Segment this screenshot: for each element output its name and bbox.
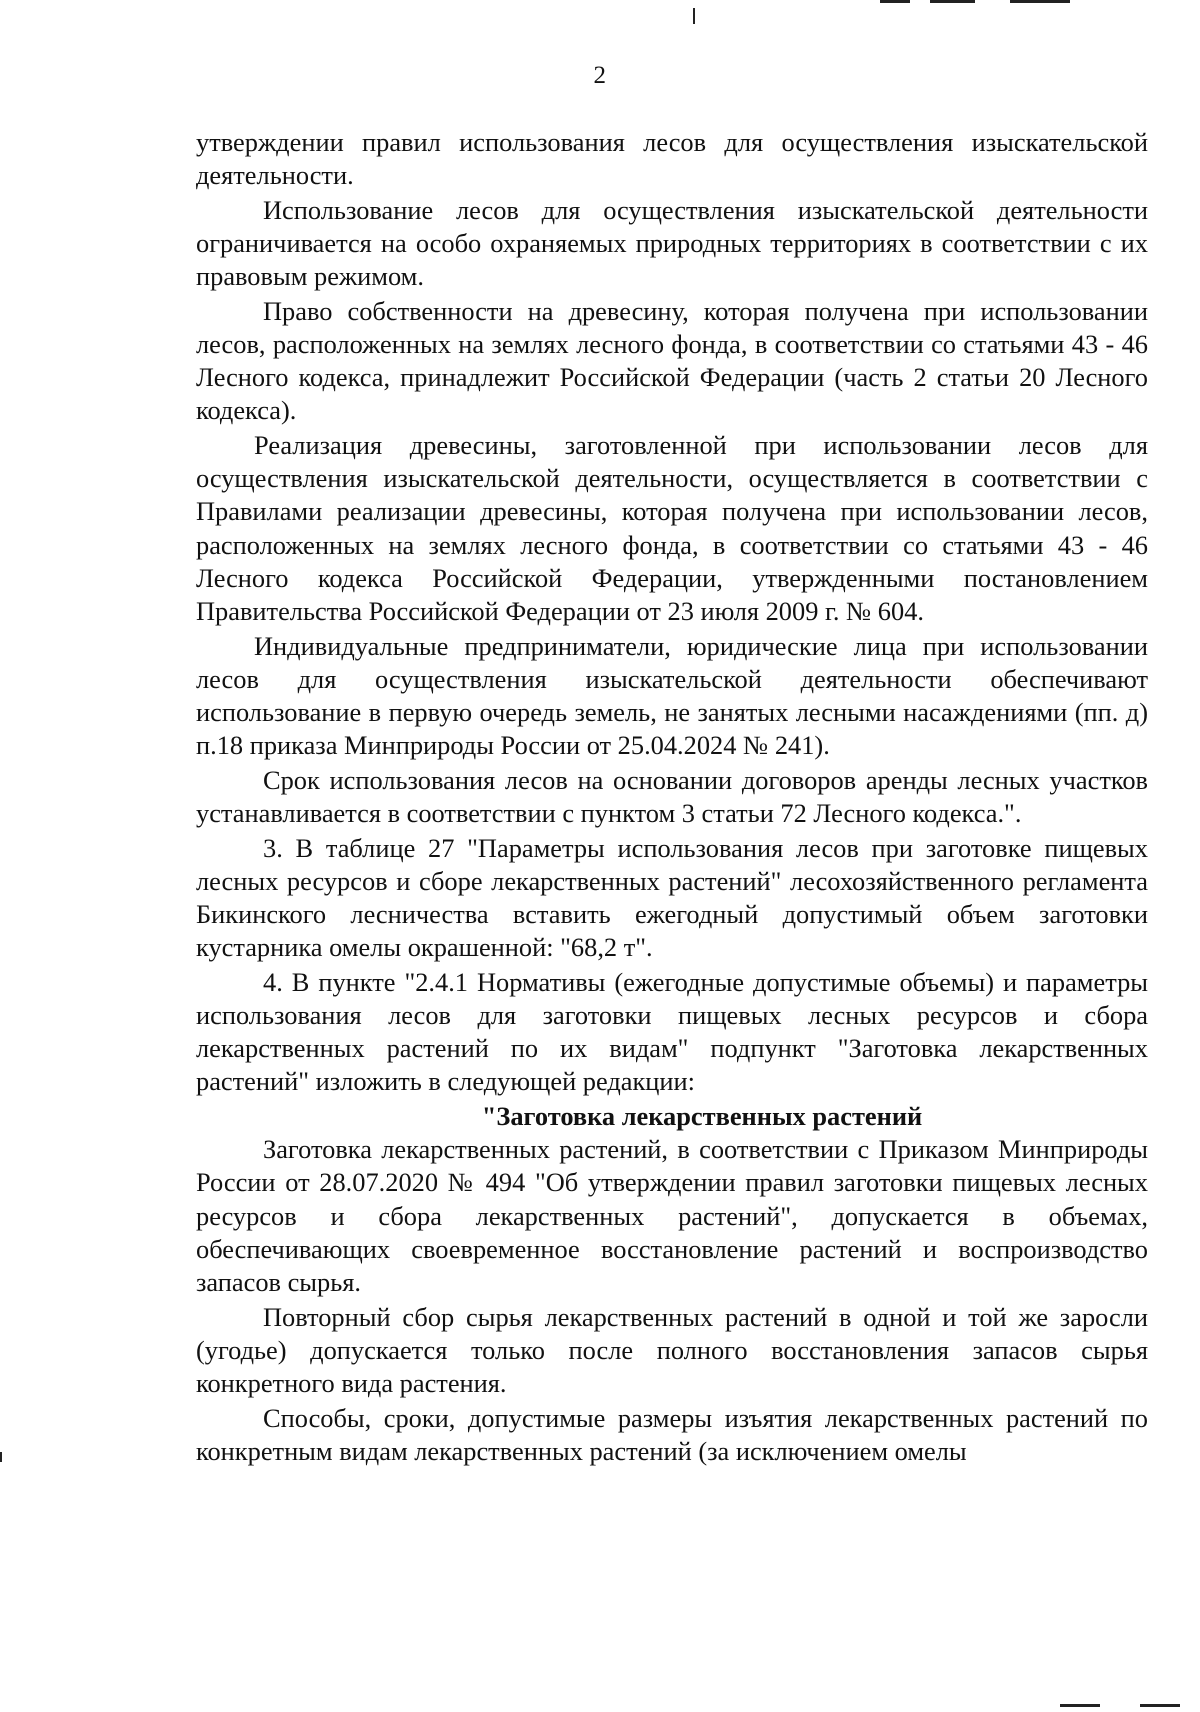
paragraph: Индивидуальные предприниматели, юридические лица при использовании лесов для осуществления изыскательской деятельности обеспечивают использование в первую очередь земель, не занятых лесными насаждениями (пп. д) п.18 приказа Минприроды России от 25.04.2024 № 241). xyxy=(196,630,1148,761)
paragraph: Право собственности на древесину, которая получена при использовании лесов, расположенных на землях лесного фонда, в соответствии со статьями 43 - 46 Лесного кодекса, принадлежит Российской Федерации (часть 2 статьи 20 Лесного кодекса). xyxy=(196,295,1148,426)
scan-artifact xyxy=(0,1452,2,1462)
paragraph: Срок использования лесов на основании договоров аренды лесных участков устанавливается в соответствии с пунктом 3 статьи 72 Лесного кодекса.". xyxy=(196,764,1148,829)
paragraph: Реализация древесины, заготовленной при использовании лесов для осуществления изыскательской деятельности, осуществляется в соответствии с Правилами реализации древесины, которая получена при использовании лесов, расположенных на землях лесного фонда, в соответствии со статьями 43 - 46 Лесного кодекса Российской Федерации, утвержденными постановлением Правительства Российской Федерации от 23 июля 2009 г. № 604. xyxy=(196,430,1148,627)
paragraph: Повторный сбор сырья лекарственных растений в одной и той же заросли (угодье) допускается только после полного восстановления запасов сырья конкретного вида растения. xyxy=(196,1301,1148,1399)
list-item-3: 3. В таблице 27 "Параметры использования лесов при заготовке пищевых лесных ресурсов и сборе лекарственных растений" лесохозяйственного регламента Бикинского лесничества вставить ежегодный допустимый объем заготовки кустарника омелы окрашенной: "68,2 т". xyxy=(196,832,1148,963)
paragraph: Использование лесов для осуществления изыскательской деятельности ограничивается на особо охраняемых природных территориях в соответствии с их правовым режимом. xyxy=(196,194,1148,292)
page-number: 2 xyxy=(593,62,607,89)
list-item-4: 4. В пункте "2.4.1 Нормативы (ежегодные допустимые объемы) и параметры использования лесов для заготовки пищевых лесных ресурсов и сбора лекарственных растений по их видам" подпункт "Заготовка лекарственных растений" изложить в следующей редакции: xyxy=(196,966,1148,1097)
scan-artifact xyxy=(693,8,695,24)
paragraph: Заготовка лекарственных растений, в соответствии с Приказом Минприроды России от 28.07.2020 № 494 "Об утверждении правил заготовки пищевых лесных ресурсов и сбора лекарственных растений", допускается в объемах, обеспечивающих своевременное восстановление растений и воспроизводство запасов сырья. xyxy=(196,1134,1148,1298)
scan-artifact xyxy=(930,0,975,3)
scan-artifact xyxy=(1060,1704,1100,1707)
scan-artifact xyxy=(1140,1704,1180,1707)
scan-artifact xyxy=(1010,0,1070,3)
section-heading: "Заготовка лекарственных растений xyxy=(481,1101,923,1132)
document-body xyxy=(196,126,1148,1469)
paragraph-continuation: утверждении правил использования лесов для осуществления изыскательской деятельности. xyxy=(196,127,1148,191)
paragraph: Способы, сроки, допустимые размеры изъятия лекарственных растений по конкретным видам лекарственных растений (за исключением омелы xyxy=(196,1402,1148,1466)
scan-artifact xyxy=(880,0,910,3)
